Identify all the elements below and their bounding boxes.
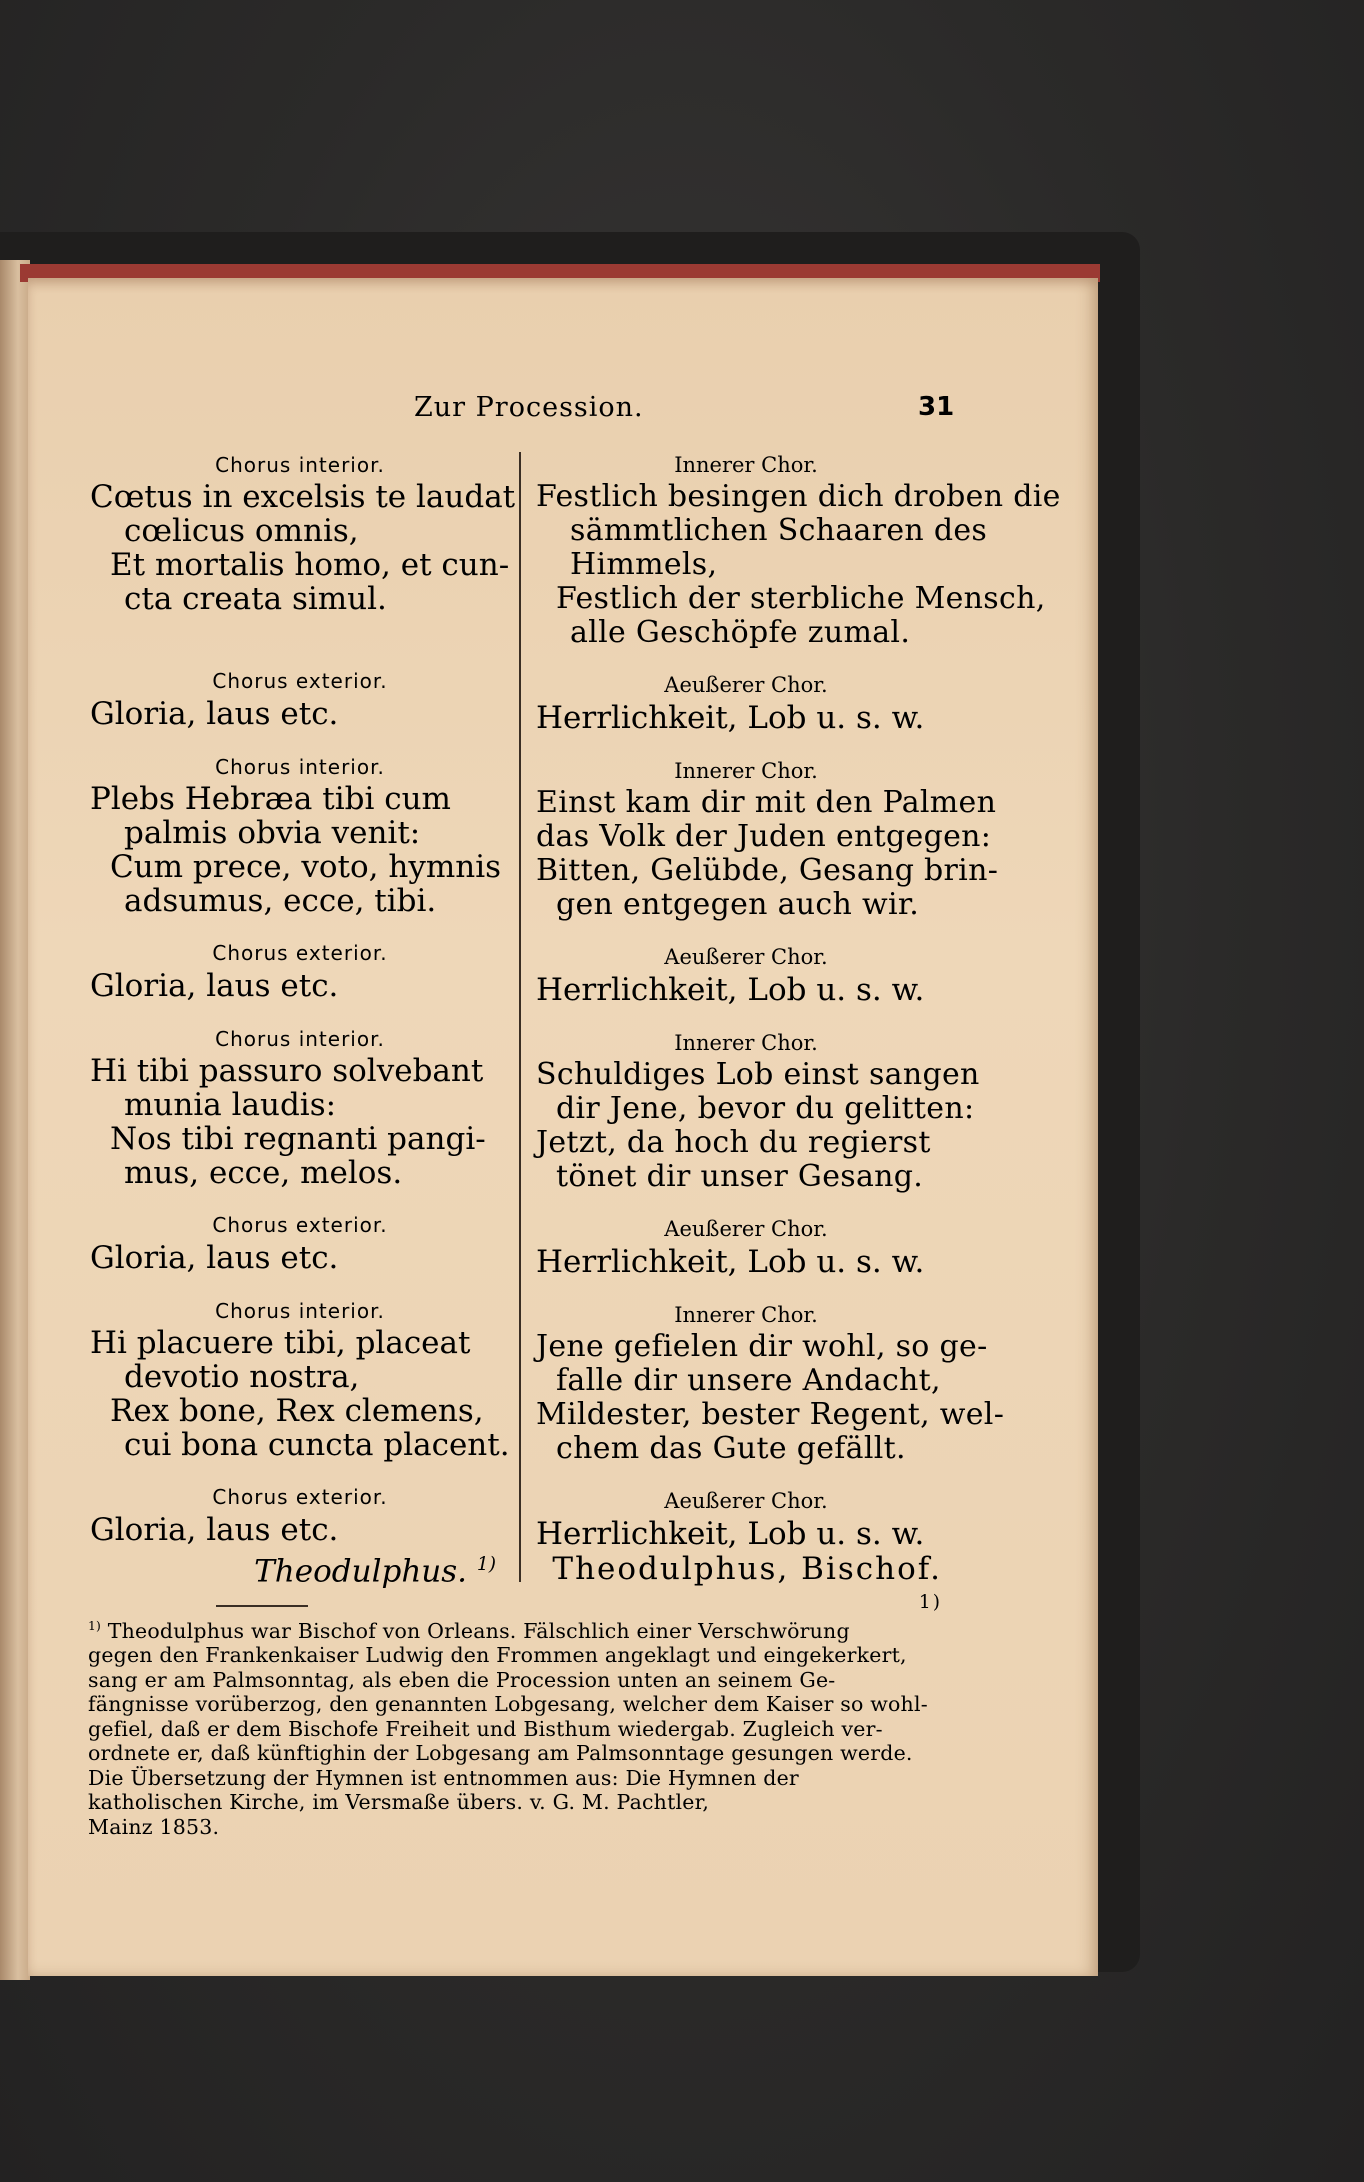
footnote-ref: 1) xyxy=(476,1554,496,1575)
verse-line: adsumus, ecce, tibi. xyxy=(124,883,437,919)
verse xyxy=(90,1054,510,1190)
column-divider xyxy=(519,452,521,1582)
verse-line: Plebs Hebræa tibi cum xyxy=(90,781,451,817)
verse-line: chem das Gute gefällt. xyxy=(556,1431,906,1466)
chorus-heading: Aeußerer Chor. xyxy=(664,945,828,969)
footnote xyxy=(88,1614,948,1839)
chorus-heading: Chorus interior. xyxy=(215,1299,385,1323)
chorus-heading: Innerer Chor. xyxy=(674,1031,818,1055)
verse-line: palmis obvia venit: xyxy=(124,815,421,851)
verse xyxy=(536,1057,980,1194)
signature-text: Theodulphus. xyxy=(254,1553,468,1590)
chorus-heading: Innerer Chor. xyxy=(674,759,818,783)
verse xyxy=(90,1326,510,1462)
verse-line: Et mortalis homo, et cun- xyxy=(110,547,510,583)
chorus-heading: Chorus exterior. xyxy=(212,1485,388,1509)
verse-line: Jene gefielen dir wohl, so ge- xyxy=(536,1329,988,1364)
footnote-line: Die Übersetzung der Hymnen ist entnommen aus: Die Hymnen der xyxy=(88,1765,799,1790)
running-title: Zur Procession. xyxy=(414,392,644,423)
verse xyxy=(90,479,516,617)
verse-line: Bitten, Gelübde, Gesang brin- xyxy=(536,853,999,888)
verse-line: Rex bone, Rex clemens, xyxy=(110,1393,484,1429)
refrain: Gloria, laus etc. xyxy=(90,1512,339,1548)
verse-line: Festlich besingen dich droben die xyxy=(536,479,1061,514)
chorus-heading: Chorus interior. xyxy=(215,453,385,477)
verse-line: cœlicus omnis, xyxy=(124,513,359,549)
chorus-heading: Chorus exterior. xyxy=(212,669,388,693)
page-edge xyxy=(0,260,30,1980)
verse xyxy=(90,782,510,918)
verse-line: das Volk der Juden entgegen: xyxy=(536,819,992,854)
signature-text: Theodulphus, Bischof. xyxy=(552,1551,942,1587)
verse-line: Himmels, xyxy=(570,547,718,582)
verse xyxy=(536,479,1061,650)
chorus-heading: Aeußerer Chor. xyxy=(664,673,828,697)
verse-line: alle Geschöpfe zumal. xyxy=(570,615,911,650)
verse-line: munia laudis: xyxy=(124,1087,337,1123)
verse-line: falle dir unsere Andacht, xyxy=(556,1363,941,1398)
footnote-line: gegen den Frankenkaiser Ludwig den Frommen angeklagt und eingekerkert, xyxy=(88,1643,907,1668)
verse-line: Jetzt, da hoch du regierst xyxy=(536,1125,931,1160)
verse-line: cta creata simul. xyxy=(124,581,387,617)
refrain: Gloria, laus etc. xyxy=(90,1240,339,1276)
verse-line: sämmtlichen Schaaren des xyxy=(570,513,988,548)
verse-line: Cum prece, voto, hymnis xyxy=(110,849,502,885)
chorus-heading: Aeußerer Chor. xyxy=(664,1217,828,1241)
chorus-heading: Chorus exterior. xyxy=(212,1213,388,1237)
verse-line: gen entgegen auch wir. xyxy=(556,887,920,922)
verse-line: Einst kam dir mit den Palmen xyxy=(536,785,997,820)
refrain: Herrlichkeit, Lob u. s. w. xyxy=(536,700,925,736)
refrain: Gloria, laus etc. xyxy=(90,696,339,732)
verse-line: Hi tibi passuro solvebant xyxy=(90,1053,484,1089)
chorus-heading: Chorus exterior. xyxy=(212,941,388,965)
footnote-ref: 1) xyxy=(918,1592,942,1613)
chorus-heading: Chorus interior. xyxy=(215,755,385,779)
footnote-line: fängnisse vorüberzog, den genannten Lobgesang, welcher dem Kaiser so wohl- xyxy=(88,1692,928,1717)
footnote-rule xyxy=(216,1605,308,1607)
german-column xyxy=(536,450,1061,1626)
verse-line: cui bona cuncta placent. xyxy=(124,1427,510,1463)
page-number: 31 xyxy=(918,392,955,422)
verse-line: Cœtus in excelsis te laudat xyxy=(90,479,516,515)
footnote-line: Mainz 1853. xyxy=(88,1814,220,1839)
footnote-line: sang er am Palmsonntag, als eben die Procession unten an seinem Ge- xyxy=(88,1667,836,1692)
verse-line: mus, ecce, melos. xyxy=(124,1155,403,1191)
footnote-text: Theodulphus war Bischof von Orleans. Fälschlich einer Verschwörung xyxy=(107,1618,850,1643)
verse-line: Schuldiges Lob einst sangen xyxy=(536,1057,980,1092)
footnote-line: katholischen Kirche, im Versmaße übers. v. G. M. Pachtler, xyxy=(88,1790,710,1815)
verse-line: Nos tibi regnanti pangi- xyxy=(110,1121,486,1157)
refrain: Herrlichkeit, Lob u. s. w. xyxy=(536,1244,925,1280)
footnote-line: ordnete er, daß künftighin der Lobgesang am Palmsonntage gesungen werde. xyxy=(88,1741,913,1766)
verse-line: Festlich der sterbliche Mensch, xyxy=(556,581,1046,616)
author-signature xyxy=(90,1548,510,1588)
refrain: Herrlichkeit, Lob u. s. w. xyxy=(536,972,925,1008)
verse-line: dir Jene, bevor du gelitten: xyxy=(556,1091,975,1126)
chorus-heading: Aeußerer Chor. xyxy=(664,1489,828,1513)
chorus-heading: Innerer Chor. xyxy=(674,1303,818,1327)
verse-line: Hi placuere tibi, placeat xyxy=(90,1325,471,1361)
verse-line: devotio nostra, xyxy=(124,1359,360,1395)
verse-line: Mildester, bester Regent, wel- xyxy=(536,1397,1005,1432)
chorus-heading: Chorus interior. xyxy=(215,1027,385,1051)
latin-column xyxy=(90,450,516,1590)
footnote-line xyxy=(88,1614,948,1643)
chorus-heading: Innerer Chor. xyxy=(674,453,818,477)
refrain: Herrlichkeit, Lob u. s. w. xyxy=(536,1516,925,1552)
refrain: Gloria, laus etc. xyxy=(90,968,339,1004)
verse xyxy=(536,785,999,922)
verse-line: tönet dir unser Gesang. xyxy=(556,1159,924,1194)
verse xyxy=(536,1329,1005,1466)
footnote-line: gefiel, daß er dem Bischofe Freiheit und Bisthum wiedergab. Zugleich ver- xyxy=(88,1716,883,1741)
footnote-marker: 1) xyxy=(88,1619,102,1633)
page-header xyxy=(0,392,1364,432)
